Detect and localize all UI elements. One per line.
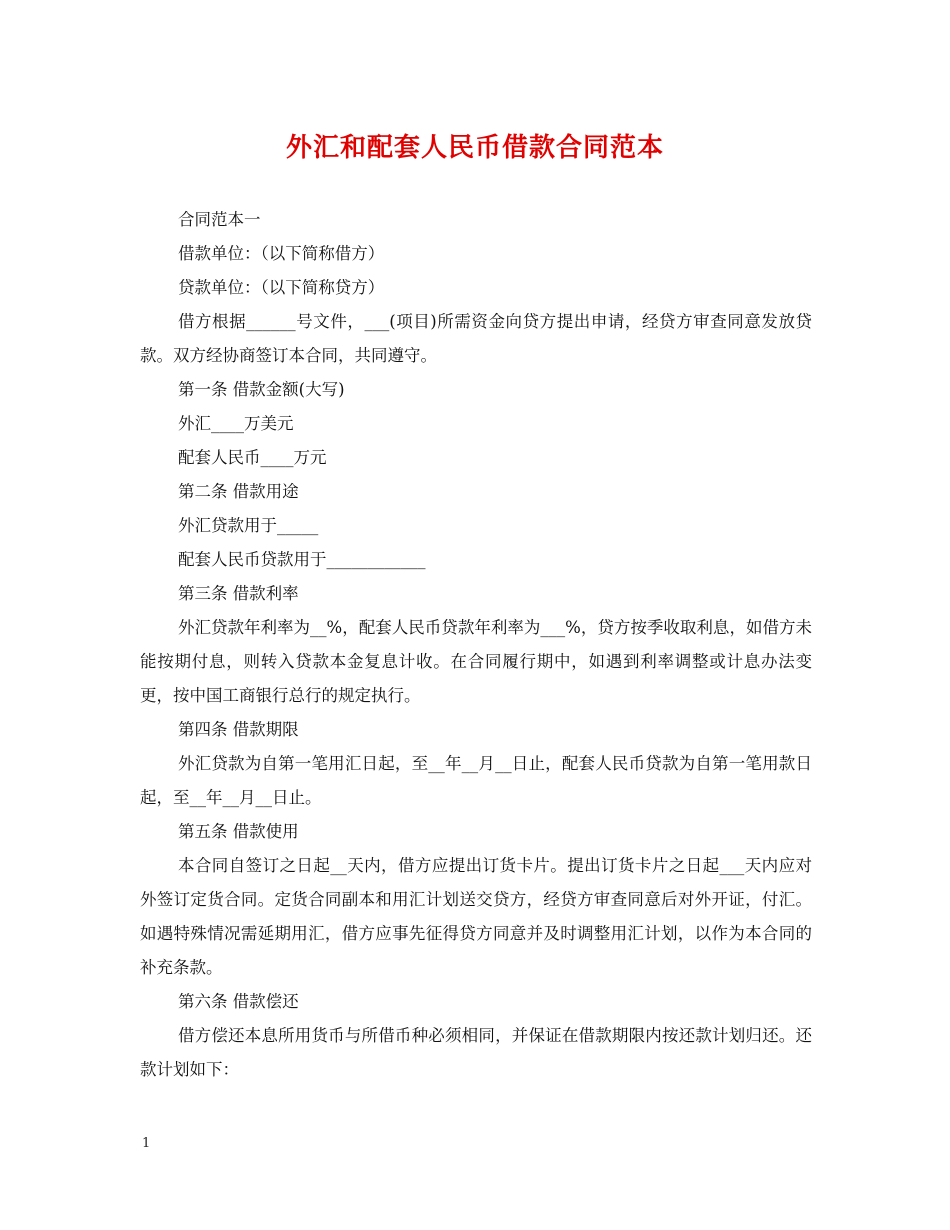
paragraph-rmb-purpose: 配套人民币贷款用于____________	[177, 550, 426, 569]
article-4-heading: 第四条 借款期限	[177, 720, 299, 739]
document-title: 外汇和配套人民币借款合同范本	[285, 133, 664, 163]
page-number: 1	[142, 1136, 151, 1151]
paragraph-interest-rate: 外汇贷款年利率为__%，配套人民币贷款年利率为___%，贷方按季收取利息，如借方未能按期付息，则转入贷款本金复息计收。在合同履行期中，如遇到利率调整或计息办法变更，按中国工商银行总行的规定执行。	[140, 618, 812, 705]
paragraph-preamble: 借方根据______号文件，___(项目)所需资金向贷方提出申请，经贷方审查同意发放贷款。双方经协商签订本合同，共同遵守。	[140, 312, 812, 365]
paragraph-loan-term: 外汇贷款为自第一笔用汇日起，至__年__月__日止，配套人民币贷款为自第一笔用款日起，至__年__月__日止。	[140, 754, 812, 807]
article-6-heading: 第六条 借款偿还	[177, 992, 299, 1011]
article-3-heading: 第三条 借款利率	[177, 584, 299, 603]
paragraph-contract-sample: 合同范本一	[177, 210, 261, 229]
paragraph-loan-use: 本合同自签订之日起__天内，借方应提出订货卡片。提出订货卡片之日起___天内应对外签订定货合同。定货合同副本和用汇计划送交贷方，经贷方审查同意后对外开证，付汇。如遇特殊情况需延期用汇，借方应事先征得贷方同意并及时调整用汇计划，以作为本合同的补充条款。	[140, 856, 812, 977]
paragraph-repayment: 借方偿还本息所用货币与所借币种必须相同，并保证在借款期限内按还款计划归还。还款计划如下：	[140, 1026, 812, 1079]
paragraph-fx-purpose: 外汇贷款用于_____	[177, 516, 319, 535]
article-2-heading: 第二条 借款用途	[177, 482, 299, 501]
paragraph-lender: 贷款单位：（以下简称贷方）	[177, 278, 385, 297]
paragraph-borrower: 借款单位：（以下简称借方）	[177, 244, 385, 263]
article-5-heading: 第五条 借款使用	[177, 822, 299, 841]
document-body	[140, 203, 812, 1087]
paragraph-fx-amount: 外汇____万美元	[177, 414, 294, 433]
paragraph-rmb-amount: 配套人民币____万元	[177, 448, 327, 467]
article-1-heading: 第一条 借款金额(大写)	[177, 380, 345, 399]
